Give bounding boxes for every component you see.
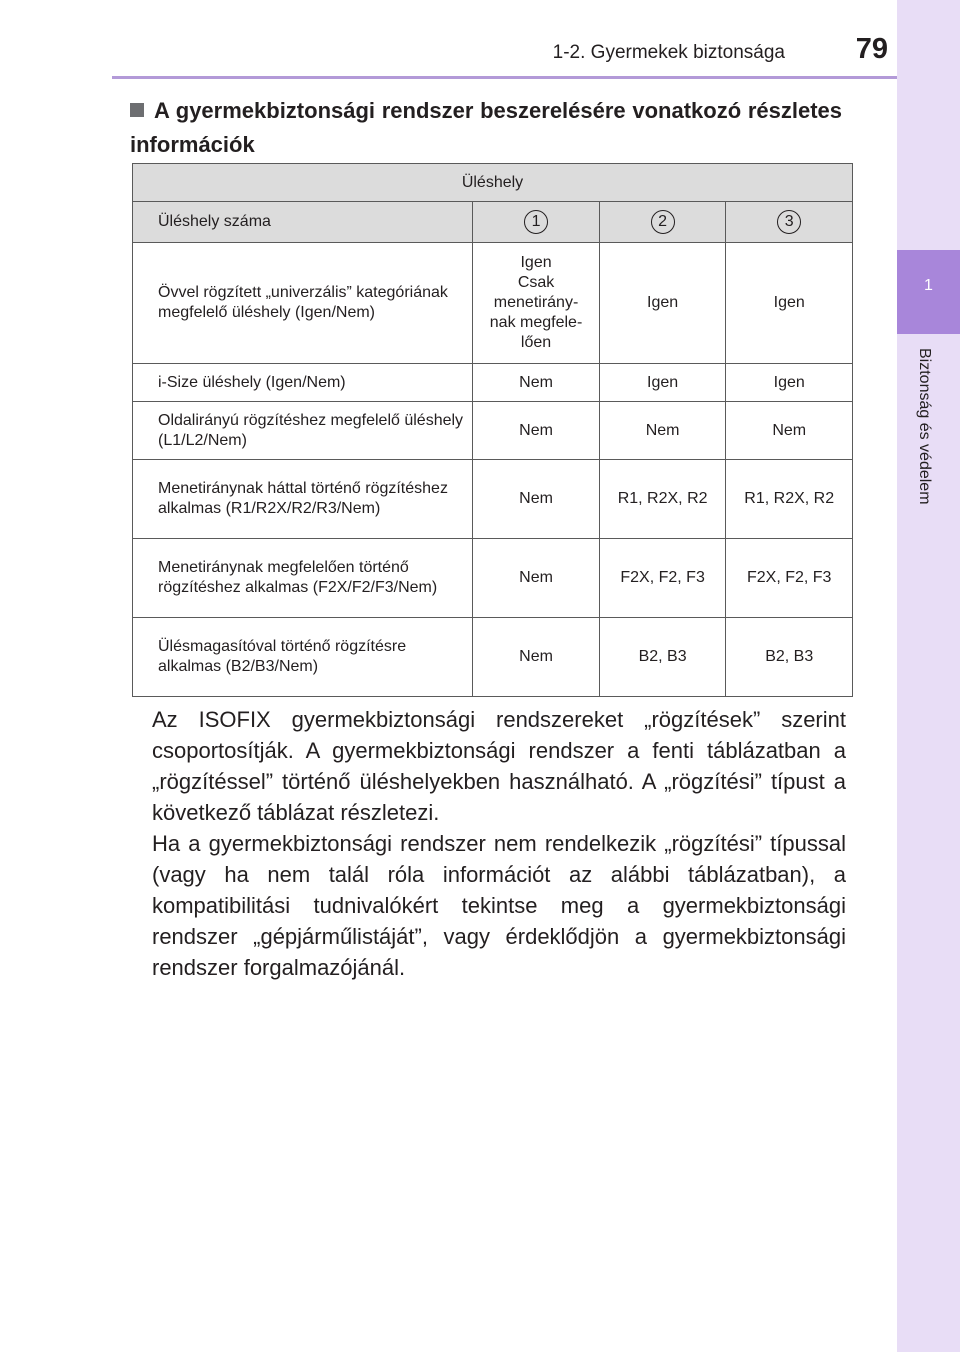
row-value-seat-1: Nem — [473, 618, 600, 697]
page-number: 79 — [855, 33, 888, 65]
row-value-seat-2: R1, R2X, R2 — [599, 460, 726, 539]
side-strip — [897, 0, 960, 1352]
row-label: Oldalirányú rögzítéshez megfelelő üléshely (L1/L2/Nem) — [133, 402, 473, 460]
seat-3-header — [726, 202, 853, 243]
table-caption-row — [133, 164, 853, 202]
row-label: Menetiránynak megfelelően történő rögzítéshez alkalmas (F2X/F2/F3/Nem) — [133, 539, 473, 618]
row-value-seat-2: B2, B3 — [599, 618, 726, 697]
square-bullet-icon — [130, 103, 144, 117]
seat-1-header — [473, 202, 600, 243]
table-row — [133, 243, 853, 364]
row-value-seat-1: Nem — [473, 402, 600, 460]
row-value-seat-1: Igen Csak menetirány- nak megfele- lően — [473, 243, 600, 364]
chapter-title: Biztonság és védelem — [916, 348, 933, 505]
row-value-seat-3: Igen — [726, 364, 853, 402]
seat-number-1: 1 — [524, 210, 548, 234]
row-value-seat-3: Nem — [726, 402, 853, 460]
seat-number-2: 2 — [651, 210, 675, 234]
table-row — [133, 539, 853, 618]
paragraph: Az ISOFIX gyermekbiztonsági rendszereket „rögzítések” szerint csoportosítják. A gyermekbiztonsági rendszer a fenti táblázatban a „rögzítéssel” történő üléshelyekben használható. A „rögzítési” típust a következő táblázat részletezi. — [152, 707, 846, 825]
row-label: i-Size üléshely (Igen/Nem) — [133, 364, 473, 402]
row-value-seat-2: Igen — [599, 243, 726, 364]
row-value-seat-1: Nem — [473, 460, 600, 539]
seat-number-3: 3 — [777, 210, 801, 234]
body-text — [152, 704, 846, 983]
row-value-seat-3: B2, B3 — [726, 618, 853, 697]
row-label: Övvel rögzített „univerzális” kategóriának megfelelő üléshely (Igen/Nem) — [133, 243, 473, 364]
table-row — [133, 618, 853, 697]
header-rule — [112, 76, 897, 79]
paragraph: Ha a gyermekbiztonsági rendszer nem rendelkezik „rögzítési” típussal (vagy ha nem talál róla információt az alábbi táblázatban), a kompatibilitási tudnivalókért tekintse meg a gyermekbiztonsági rendszer „gépjárműlistáját”, vagy érdeklődjön a gyermekbiztonsági rendszer forgalmazójánál. — [152, 831, 846, 980]
section-heading-text: A gyermekbiztonsági rendszer beszerelésére vonatkozó részletes információk — [130, 98, 842, 157]
row-value-seat-2: F2X, F2, F3 — [599, 539, 726, 618]
table-row — [133, 364, 853, 402]
row-value-seat-3: R1, R2X, R2 — [726, 460, 853, 539]
row-label: Ülésmagasítóval történő rögzítésre alkalmas (B2/B3/Nem) — [133, 618, 473, 697]
row-value-seat-3: Igen — [726, 243, 853, 364]
table-row — [133, 402, 853, 460]
table-caption: Üléshely — [133, 164, 853, 202]
row-value-seat-1: Nem — [473, 539, 600, 618]
row-value-seat-3: F2X, F2, F3 — [726, 539, 853, 618]
row-label: Menetiránynak háttal történő rögzítéshez alkalmas (R1/R2X/R2/R3/Nem) — [133, 460, 473, 539]
chapter-number: 1 — [924, 277, 933, 294]
seat-table — [132, 163, 853, 697]
seat-2-header — [599, 202, 726, 243]
seat-number-label: Üléshely száma — [133, 202, 473, 243]
table-row — [133, 460, 853, 539]
chapter-tab[interactable] — [897, 250, 960, 334]
header-title: 1-2. Gyermekek biztonsága — [552, 42, 785, 63]
row-value-seat-2: Nem — [599, 402, 726, 460]
row-value-seat-2: Igen — [599, 364, 726, 402]
seat-number-row — [133, 202, 853, 243]
section-heading — [130, 94, 842, 162]
row-value-seat-1: Nem — [473, 364, 600, 402]
